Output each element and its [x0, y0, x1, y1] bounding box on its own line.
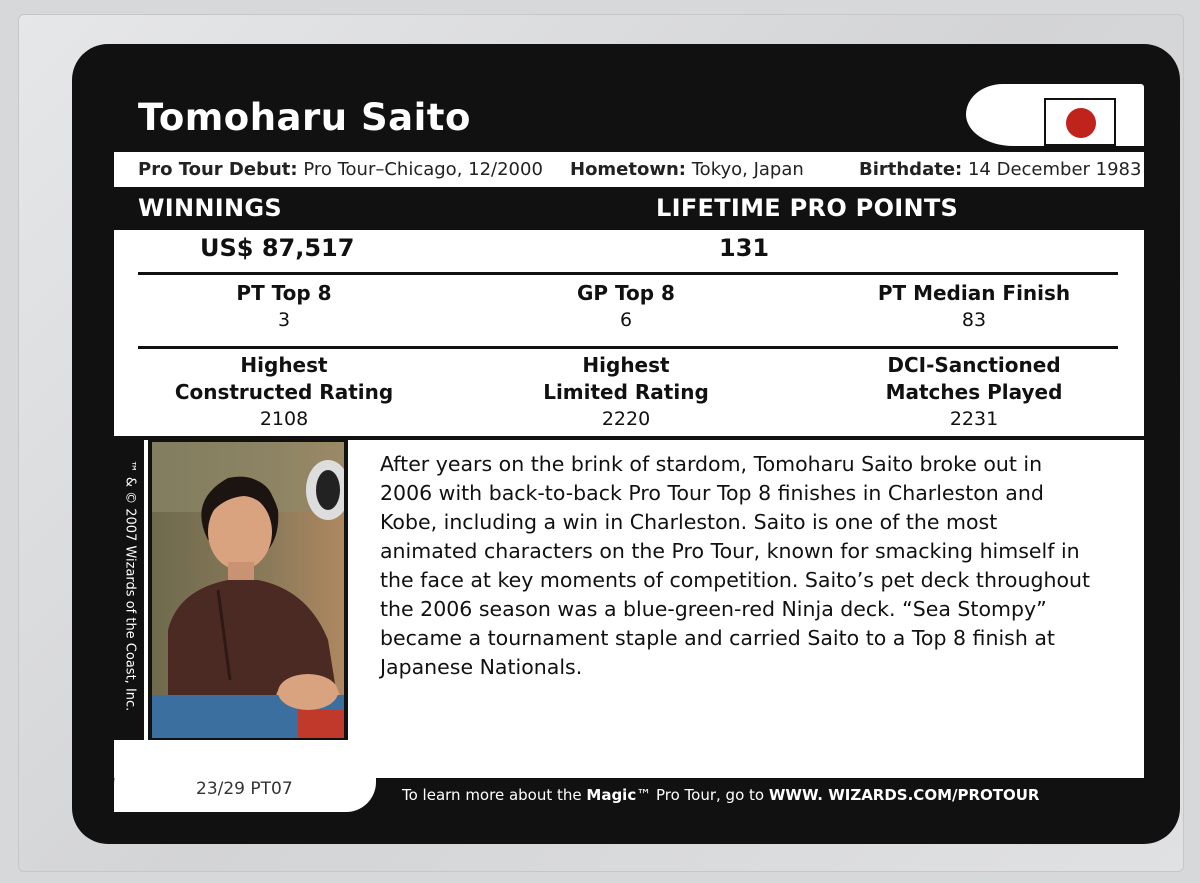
- birthdate-info: [859, 159, 1141, 180]
- stat-value: 6: [619, 309, 633, 331]
- flag-disc: [1066, 108, 1096, 138]
- stat-label: GP Top 8: [577, 281, 675, 305]
- stat-constructed-rating: [154, 352, 414, 433]
- stat-label: PT Median Finish: [877, 281, 1071, 305]
- stat-label: DCI-Sanctioned: [887, 353, 1061, 377]
- copyright-text: ™ & © 2007 Wizards of the Coast, Inc.: [122, 459, 138, 712]
- stat-limited-rating: [496, 352, 756, 433]
- stat-value: 2108: [259, 408, 309, 430]
- copyright-strip: [114, 440, 144, 740]
- player-photo: [148, 440, 348, 740]
- footer-url[interactable]: WWW. WIZARDS.COM/PROTOUR: [768, 786, 1040, 804]
- stat-value: 3: [277, 309, 291, 331]
- stat-value: 2231: [949, 408, 999, 430]
- birthdate-label: Birthdate:: [859, 159, 963, 180]
- debut-label: Pro Tour Debut:: [138, 159, 298, 180]
- debut-info: [138, 159, 543, 180]
- stat-label: Constructed Rating: [174, 380, 394, 404]
- divider: [138, 272, 1118, 275]
- stat-label: Limited Rating: [543, 380, 709, 404]
- winnings-header: WINNINGS: [138, 194, 282, 222]
- debut-value: Pro Tour–Chicago, 12/2000: [303, 159, 543, 180]
- info-bar: [114, 152, 1144, 187]
- stat-value: 2220: [601, 408, 651, 430]
- stat-label: PT Top 8: [236, 281, 332, 305]
- footer-text-mid: ™ Pro Tour, go to: [636, 786, 769, 804]
- footer-text-magic: Magic: [586, 786, 637, 804]
- stat-label: Highest: [582, 353, 670, 377]
- bio-text: After years on the brink of stardom, Tomoharu Saito broke out in 2006 with back-to-back Pro Tour Top 8 finishes in Charleston and Kobe, including a win in Charleston. Saito is one of the most animated characters on the Pro Tour, known for smacking himself in the face at key moments of competition. Saito’s pet deck throughout the 2006 season was a blue-green-red Ninja deck. “Sea Stompy” became a tournament staple and carried Saito to a Top 8 finish at Japanese Nationals.: [380, 452, 1091, 679]
- winnings-value: US$ 87,517: [200, 234, 355, 262]
- stat-label: Matches Played: [885, 380, 1063, 404]
- stats-panel: [114, 230, 1144, 436]
- stat-matches-played: [844, 352, 1104, 433]
- player-photo-image: [148, 440, 348, 740]
- hometown-value: Tokyo, Japan: [691, 159, 804, 180]
- stat-median-finish: [854, 280, 1094, 334]
- player-name: Tomoharu Saito: [138, 96, 471, 139]
- japan-flag-icon: [1044, 98, 1116, 146]
- footer-text: [402, 786, 1039, 804]
- card-number-tab: [114, 744, 346, 812]
- points-header: LIFETIME PRO POINTS: [656, 194, 959, 222]
- stat-label: Highest: [240, 353, 328, 377]
- hometown-info: [570, 159, 804, 180]
- footer-text-pre: To learn more about the: [402, 786, 587, 804]
- stat-pt-top8: [184, 280, 384, 334]
- birthdate-value: 14 December 1983: [967, 159, 1142, 180]
- points-value: 131: [719, 234, 770, 262]
- divider: [138, 346, 1118, 349]
- player-card: [72, 44, 1180, 844]
- stat-value: 83: [961, 309, 987, 331]
- hometown-label: Hometown:: [570, 159, 687, 180]
- stat-gp-top8: [526, 280, 726, 334]
- card-number: 23/29 PT07: [196, 779, 293, 799]
